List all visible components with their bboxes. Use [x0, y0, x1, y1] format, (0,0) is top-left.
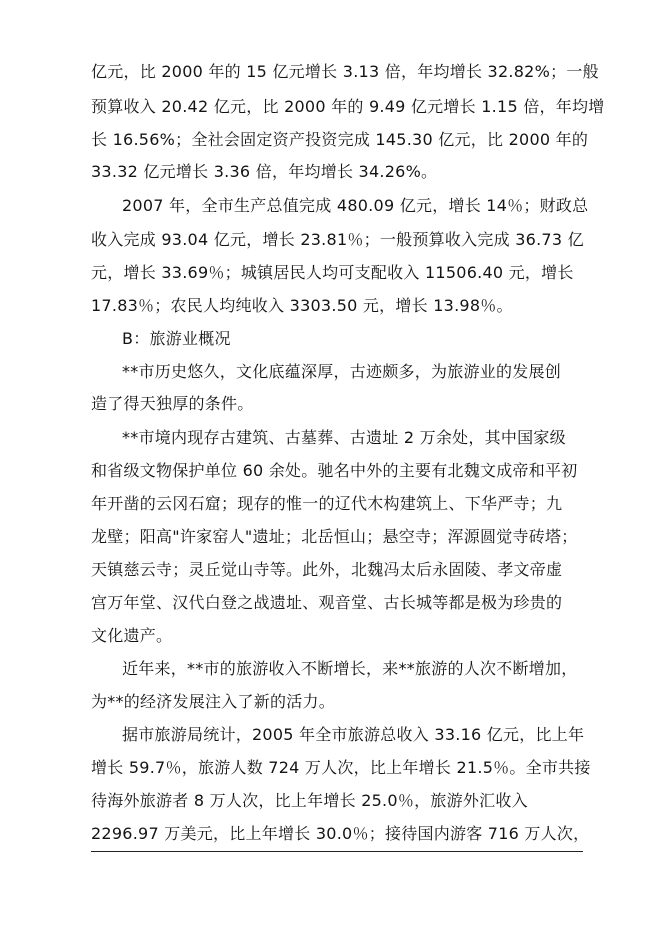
- text-line: 文化遗产。: [91, 626, 173, 645]
- text-line: 33.32 亿元增长 3.36 倍，年均增长 34.26%。: [91, 162, 438, 181]
- text-line: **市历史悠久，文化底蕴深厚，古迹颇多，为旅游业的发展创: [122, 362, 562, 381]
- footer-divider: [91, 851, 583, 852]
- text-line: 年开凿的云冈石窟；现存的惟一的辽代木构建筑上、下华严寺；九: [91, 494, 563, 513]
- text-line: 收入完成 93.04 亿元，增长 23.81％；一般预算收入完成 36.73 亿: [91, 230, 584, 249]
- text-line: 天镇慈云寺；灵丘觉山寺等。此外，北魏冯太后永固陵、孝文帝虚: [91, 560, 563, 579]
- text-line: 预算收入 20.42 亿元，比 2000 年的 9.49 亿元增长 1.15 倍，年均增: [91, 97, 605, 116]
- text-line: **市境内现存古建筑、古墓葬、古遗址 2 万余处，其中国家级: [122, 428, 566, 447]
- text-line: 待海外旅游者 8 万人次，比上年增长 25.0％，旅游外汇收入: [91, 791, 528, 810]
- text-line: 为**的经济发展注入了新的活力。: [91, 692, 336, 711]
- text-line: 长 16.56%；全社会固定资产投资完成 145.30 亿元，比 2000 年的: [91, 130, 589, 149]
- text-line: 2007 年，全市生产总值完成 480.09 亿元，增长 14％；财政总: [122, 196, 589, 215]
- text-line: 宫万年堂、汉代白登之战遗址、观音堂、古长城等都是极为珍贵的: [91, 593, 563, 612]
- section-heading-text: B：旅游业概况: [122, 329, 231, 348]
- text-line: 近年来，**市的旅游收入不断增长，来**旅游的人次不断增加，: [122, 659, 578, 678]
- text-line: 和省级文物保护单位 60 余处。驰名中外的主要有北魏文成帝和平初: [91, 461, 578, 480]
- text-line: 亿元，比 2000 年的 15 亿元增长 3.13 倍，年均增长 32.82%；一般: [91, 62, 599, 81]
- text-line: 17.83％；农民人均纯收入 3303.50 元，增长 13.98％。: [91, 296, 513, 315]
- text-line: 龙壁；阳高"许家窑人"遗址；北岳恒山；悬空寺；浑源圆觉寺砖塔；: [91, 527, 578, 546]
- text-line: 据市旅游局统计，2005 年全市旅游总收入 33.16 亿元，比上年: [122, 725, 585, 744]
- text-line: 造了得天独厚的条件。: [91, 394, 254, 413]
- text-line: 元，增长 33.69％；城镇居民人均可支配收入 11506.40 元，增长: [91, 263, 574, 282]
- text-line: 2296.97 万美元，比上年增长 30.0％；接待国内游客 716 万人次，: [91, 824, 590, 843]
- text-line: 增长 59.7％，旅游人数 724 万人次，比上年增长 21.5％。全市共接: [91, 758, 591, 777]
